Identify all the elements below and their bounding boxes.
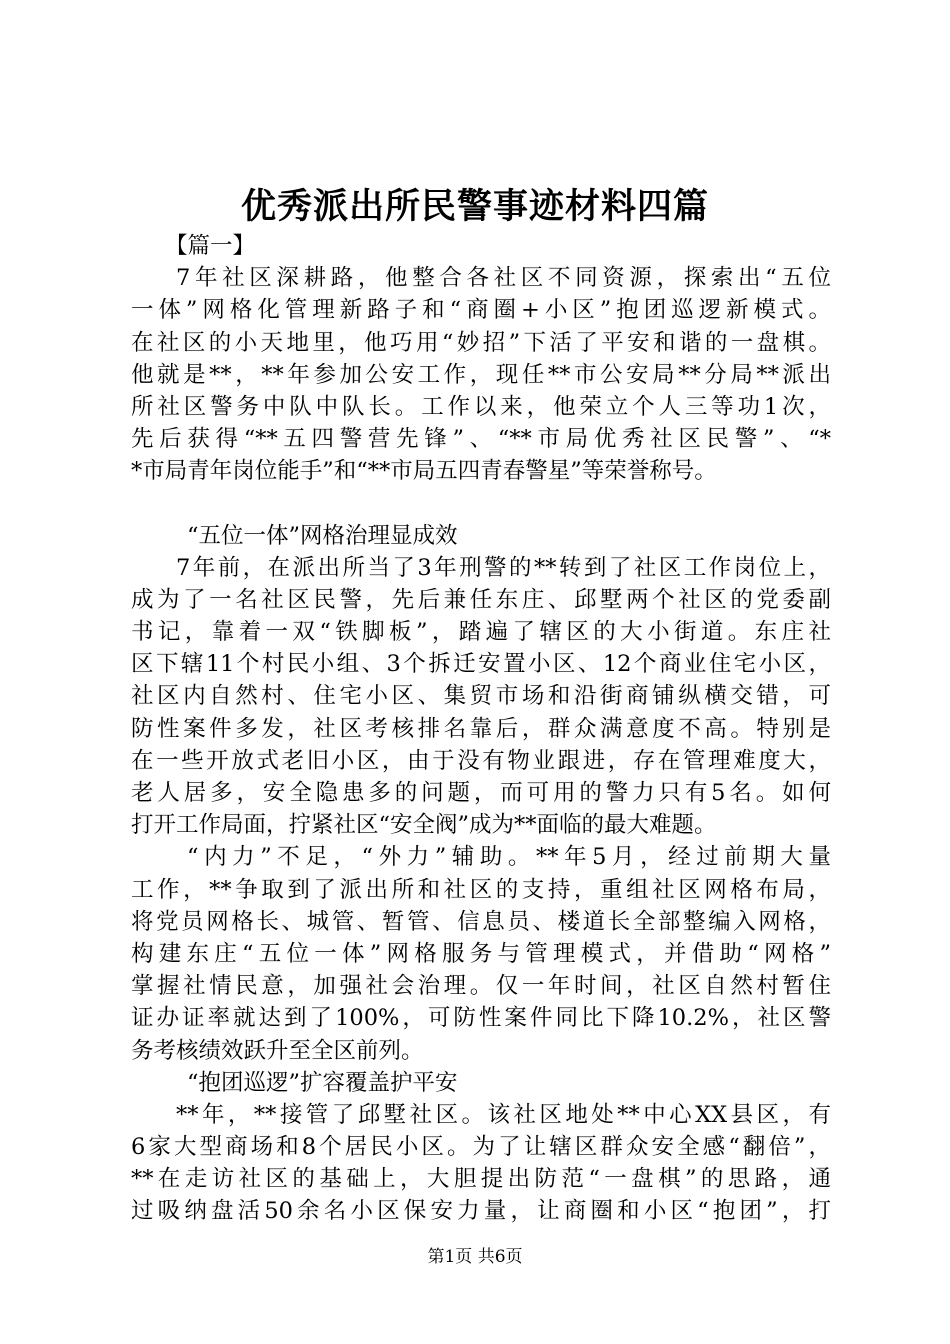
paragraph-gap bbox=[131, 488, 831, 520]
paragraph-line: **在走访社区的基础上，大胆提出防范“一盘棋”的思路，通 bbox=[131, 1166, 831, 1193]
paragraph-line: 过吸纳盘活50余名小区保安力量，让商圈和小区“抱团”，打 bbox=[131, 1198, 831, 1225]
paragraph-line: 务考核绩效跃升至全区前列。 bbox=[131, 1037, 424, 1064]
paragraph-line: 在一些开放式老旧小区，由于没有物业跟进，存在管理难度大， bbox=[131, 747, 831, 774]
page-number: 第1页 共6页 bbox=[427, 1247, 523, 1267]
section-heading: “五位一体”网格治理显成效 bbox=[187, 522, 458, 549]
paragraph-line: 所社区警务中队中队长。工作以来，他荣立个人三等功1次， bbox=[131, 393, 831, 420]
page-title: 优秀派出所民警事迹材料四篇 bbox=[240, 186, 709, 227]
paragraph-line: 证办证率就达到了100%，可防性案件同比下降10.2%，社区警 bbox=[131, 1005, 831, 1032]
document-body bbox=[131, 230, 831, 1228]
paragraph-line: **年，**接管了邱墅社区。该社区地处**中心XX县区，有 bbox=[176, 1101, 831, 1128]
paragraph-line: 老人居多，安全隐患多的问题，而可用的警力只有5名。如何 bbox=[131, 780, 831, 806]
paragraph-line: 7年前，在派出所当了3年刑警的**转到了社区工作岗位上， bbox=[176, 554, 831, 581]
paragraph-line: *市局青年岗位能手”和“**市局五四青春警星”等荣誉称号。 bbox=[131, 458, 717, 485]
paragraph-line: 他就是**，**年参加公安工作，现任**市公安局**分局**派出 bbox=[131, 361, 831, 388]
paragraph-line: 在社区的小天地里，他巧用“妙招”下活了平安和谐的一盘棋。 bbox=[131, 329, 831, 356]
paragraph-line: 社区内自然村、住宅小区、集贸市场和沿街商铺纵横交错，可 bbox=[131, 683, 831, 710]
paragraph-line: 构建东庄“五位一体”网格服务与管理模式，并借助“网格” bbox=[131, 940, 831, 967]
paragraph-line: 防性案件多发，社区考核排名靠后，群众满意度不高。特别是 bbox=[131, 715, 831, 742]
paragraph-line: 成为了一名社区民警，先后兼任东庄、邱墅两个社区的党委副 bbox=[131, 586, 831, 613]
section-heading: “抱团巡逻”扩容覆盖护平安 bbox=[187, 1069, 458, 1096]
paragraph-line: “内力”不足，“外力”辅助。**年5月，经过前期大量 bbox=[187, 844, 831, 871]
paragraph-line: 将党员网格长、城管、暂管、信息员、楼道长全部整编入网格， bbox=[131, 908, 831, 935]
paragraph-line: 书记，靠着一双“铁脚板”，踏遍了辖区的大小街道。东庄社 bbox=[131, 619, 831, 646]
paragraph-line: 区下辖11个村民小组、3个拆迁安置小区、12个商业住宅小区， bbox=[131, 651, 831, 678]
section-marker: 【篇一】 bbox=[165, 233, 256, 259]
paragraph-line: 打开工作局面，拧紧社区“安全阀”成为**面临的最大难题。 bbox=[131, 812, 717, 839]
paragraph-line: 工作，**争取到了派出所和社区的支持，重组社区网格布局， bbox=[131, 876, 831, 903]
paragraph-line: 一体”网格化管理新路子和“商圈+小区”抱团巡逻新模式。 bbox=[131, 297, 831, 324]
paragraph-line: 先后获得“**五四警营先锋”、“**市局优秀社区民警”、“* bbox=[131, 426, 831, 453]
paragraph-line: 6家大型商场和8个居民小区。为了让辖区群众安全感“翻倍”， bbox=[131, 1134, 831, 1161]
paragraph-line: 7年社区深耕路，他整合各社区不同资源，探索出“五位 bbox=[176, 265, 831, 292]
paragraph-line: 掌握社情民意，加强社会治理。仅一年时间，社区自然村暂住 bbox=[131, 973, 831, 1000]
